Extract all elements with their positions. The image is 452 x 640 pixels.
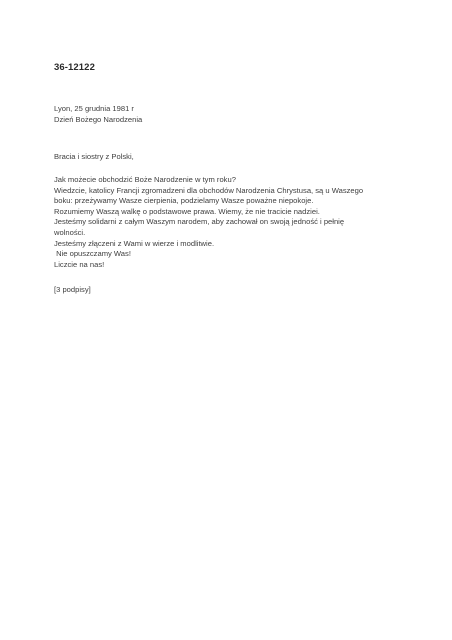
body-line: Jesteśmy złączeni z Wami w wierze i modlitwie. <box>54 238 215 248</box>
body-line: Jesteśmy solidarni z całym Waszym narodem, aby zachował on swoją jedność i pełnię <box>54 217 345 227</box>
body-line: Wiedzcie, katolicy Francji zgromadzeni dla obchodów Narodzenia Chrystusa, są u Waszego <box>54 185 364 195</box>
body-line: boku: przeżywamy Wasze cierpienia, podzielamy Wasze poważne niepokoje. <box>54 196 314 206</box>
date-block <box>54 104 414 125</box>
letter-body <box>54 175 414 270</box>
body-line: wolności. <box>54 227 86 237</box>
body-line: Liczcie na nas! <box>54 259 105 269</box>
date-line: Lyon, 25 grudnia 1981 r <box>54 104 134 113</box>
body-line: Nie opuszczamy Was! <box>54 249 131 259</box>
signatures-line: [3 podpisy] <box>54 285 91 294</box>
signatures-note <box>54 285 414 296</box>
occasion-line: Dzień Bożego Narodzenia <box>54 114 143 124</box>
body-line: Rozumiemy Waszą walkę o podstawowe prawa. Wiemy, że nie tracicie nadziei. <box>54 206 320 216</box>
greeting <box>54 152 414 163</box>
greeting-line: Bracia i siostry z Polski, <box>54 152 134 161</box>
document-id: 36-12122 <box>54 62 95 73</box>
body-line: Jak możecie obchodzić Boże Narodzenie w tym roku? <box>54 175 236 184</box>
